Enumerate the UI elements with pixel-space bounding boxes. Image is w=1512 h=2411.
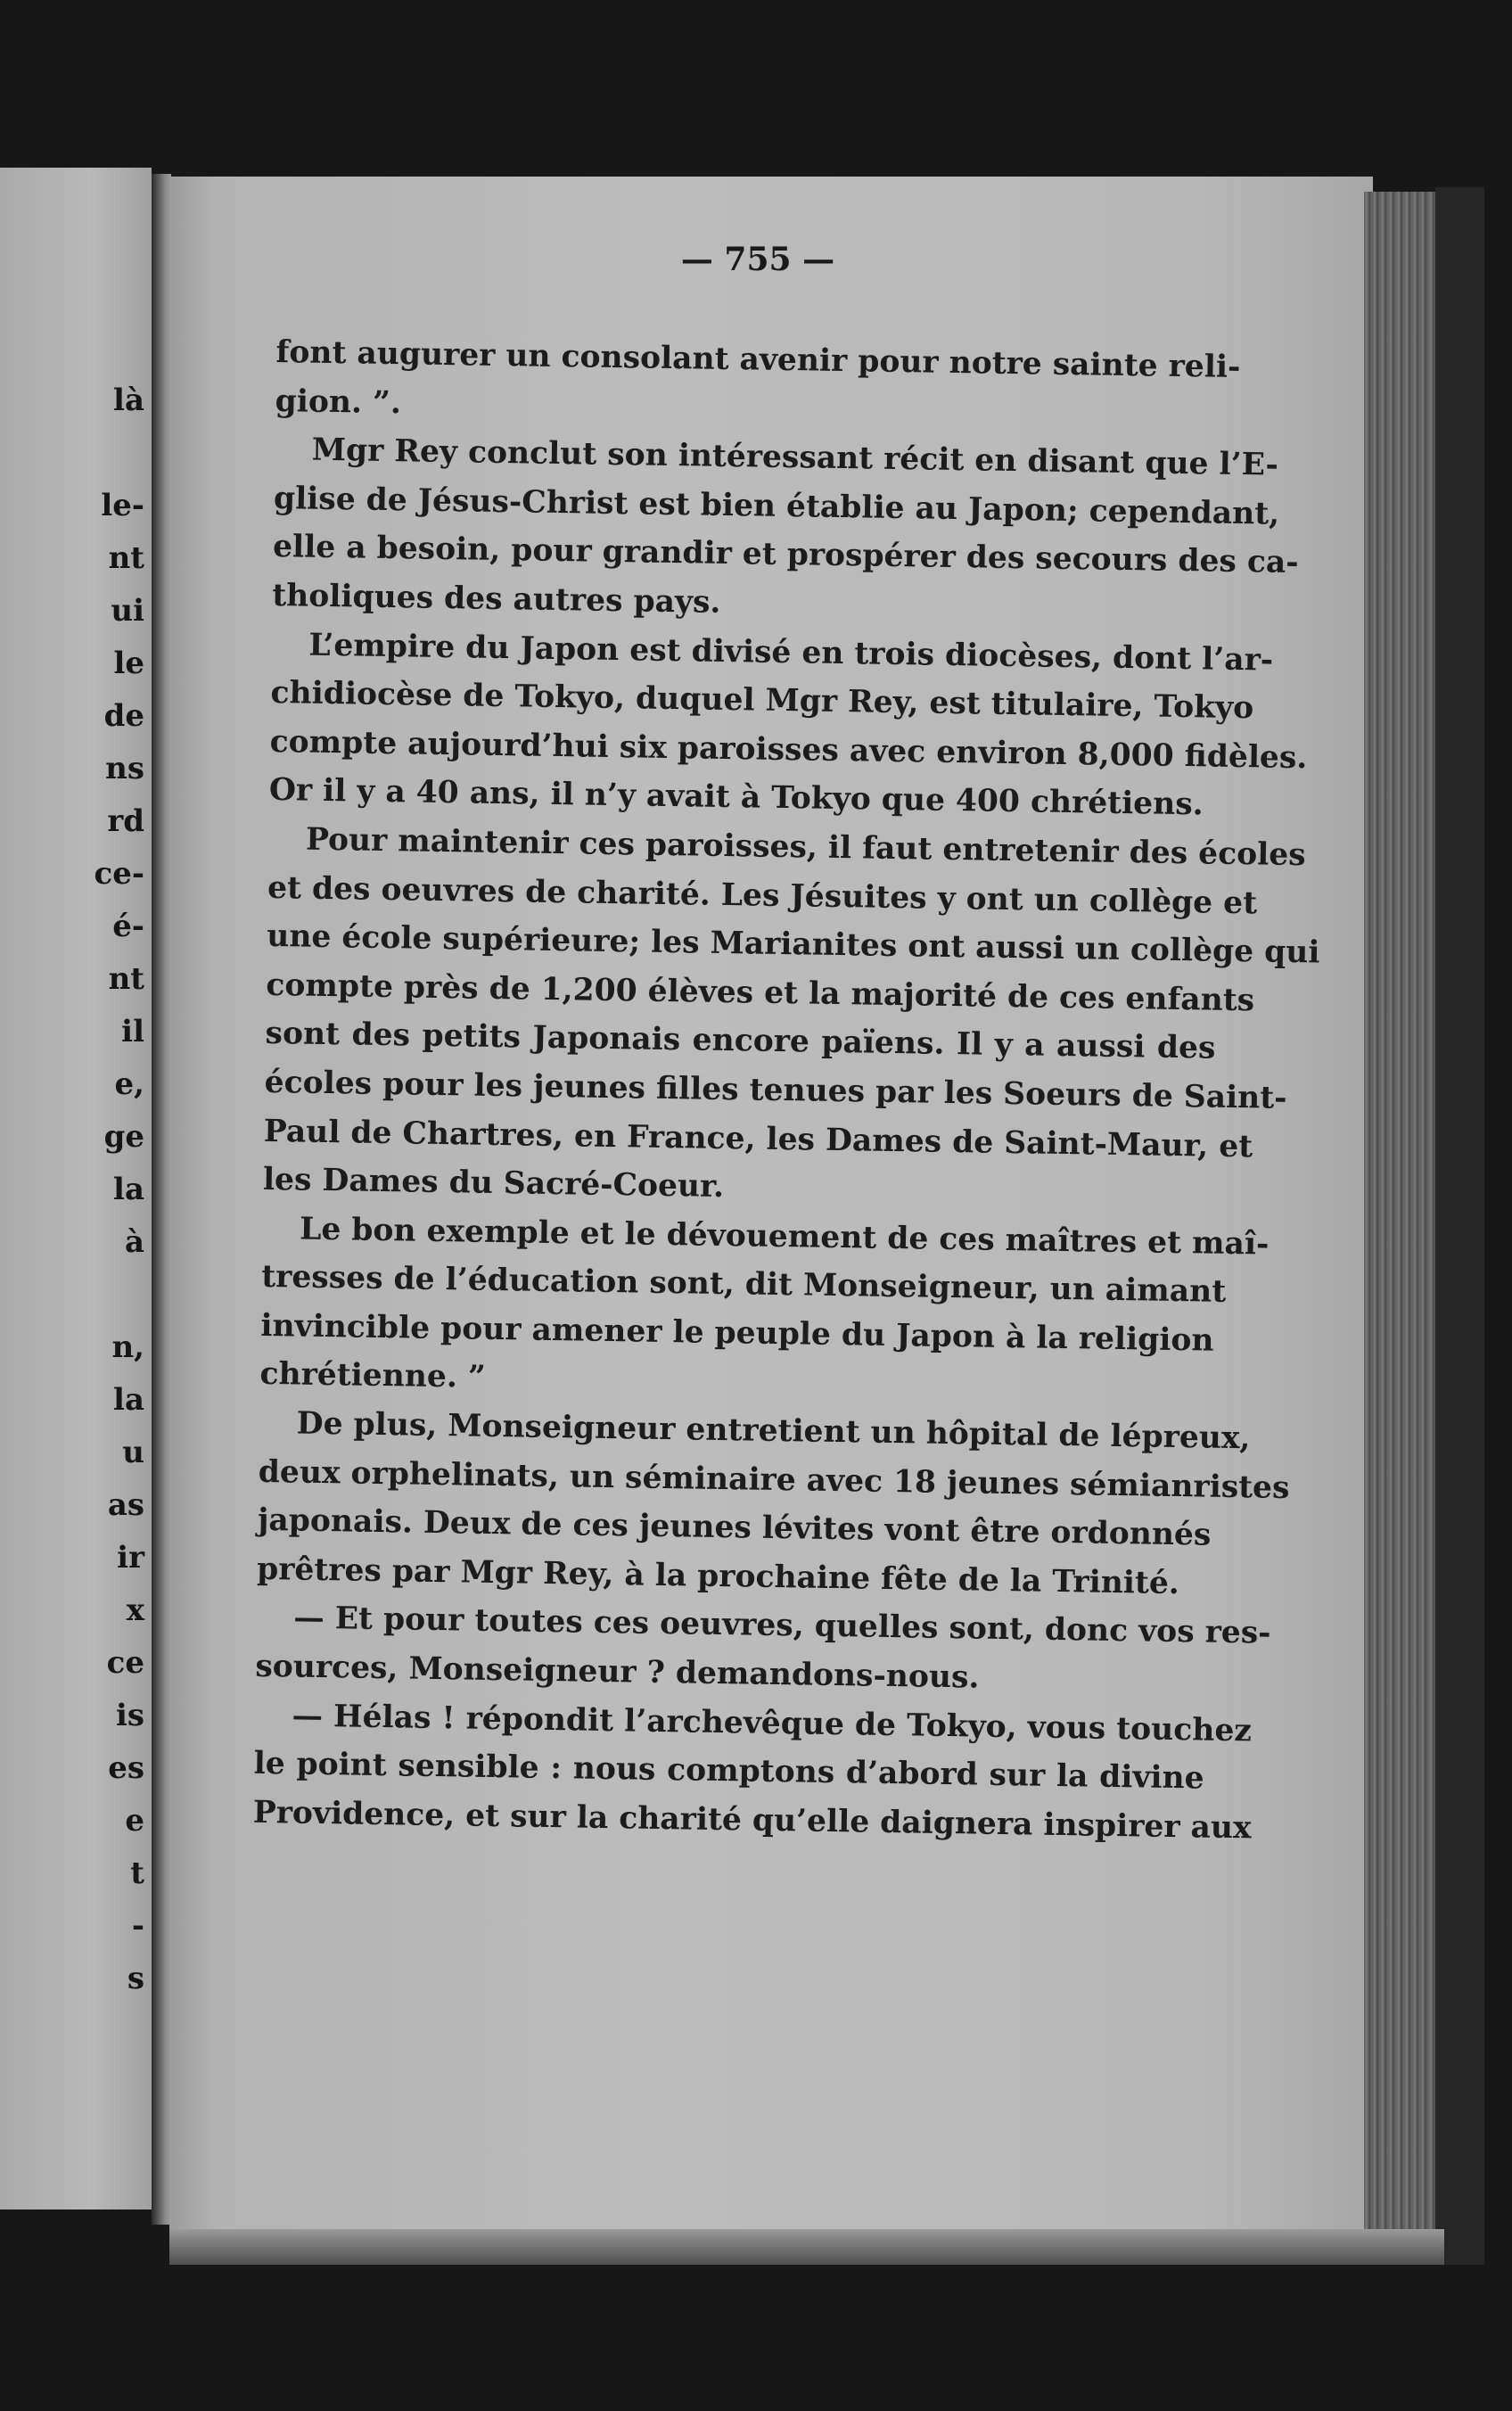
left-fragment: ns xyxy=(105,751,144,786)
text-line: — Hélas ! répondit l’archevêque de Tokyo, vous touchez xyxy=(292,1698,1253,1749)
left-fragment: x xyxy=(126,1592,144,1628)
text-line: Le bon exemple et le dévouement de ces maîtres et maî- xyxy=(299,1211,1270,1263)
text-line: écoles pour les jeunes filles tenues par les Soeurs de Saint- xyxy=(264,1064,1287,1116)
left-fragment: il xyxy=(121,1014,144,1049)
text-line: elle a besoin, pour grandir et prospérer des secours des ca- xyxy=(272,529,1299,581)
left-fragment: à xyxy=(124,1224,144,1260)
paragraph xyxy=(271,425,1299,635)
text-line: chrétienne. ” xyxy=(259,1356,487,1396)
left-fragment: la xyxy=(113,1382,144,1418)
text-line: deux orphelinats, un séminaire avec 18 jeunes sémianristes xyxy=(258,1453,1290,1506)
paragraph xyxy=(259,1205,1270,1414)
text-line: Pour maintenir ces paroisses, il faut entretenir des écoles xyxy=(305,821,1306,874)
left-fragment xyxy=(73,1269,144,1321)
paragraph xyxy=(262,815,1320,1219)
left-fragment: ui xyxy=(111,593,144,629)
left-fragment: n, xyxy=(111,1329,144,1365)
left-fragment: t xyxy=(130,1856,144,1891)
text-line: sources, Monseigneur ? demandons-nous. xyxy=(255,1648,980,1696)
book-gutter xyxy=(152,174,171,2225)
text-line: gion. ”. xyxy=(275,383,402,421)
left-fragment: ir xyxy=(117,1540,144,1576)
page-edges xyxy=(1364,192,1444,2242)
left-page-text-fragments xyxy=(73,374,144,2005)
paragraph xyxy=(275,328,1241,440)
text-line: L’empire du Japon est divisé en trois diocèses, dont l’ar- xyxy=(308,627,1274,679)
text-line: le point sensible : nous comptons d’abord sur la divine xyxy=(253,1746,1204,1797)
book-binding xyxy=(1435,187,1484,2265)
left-fragment: le xyxy=(113,646,144,681)
text-line: compte aujourd’hui six paroisses avec environ 8,000 fidèles. xyxy=(269,723,1308,776)
left-fragment: e xyxy=(125,1803,144,1839)
text-line: et des oeuvres de charité. Les Jésuites y ont un collège et xyxy=(267,869,1258,921)
left-fragment: - xyxy=(131,1908,144,1944)
left-fragment: u xyxy=(122,1435,144,1470)
text-line: De plus, Monseigneur entretient un hôpital de lépreux, xyxy=(296,1405,1251,1457)
text-line: prêtres par Mgr Rey, à la prochaine fête de la Trinité. xyxy=(256,1551,1180,1601)
text-line: glise de Jésus-Christ est bien établie au Japon; cependant, xyxy=(273,480,1280,532)
left-fragment: is xyxy=(115,1698,144,1733)
text-line: compte près de 1,200 élèves et la majorité de ces enfants xyxy=(266,967,1255,1019)
left-fragment: rd xyxy=(107,803,144,839)
left-fragment: é- xyxy=(112,909,144,944)
text-line: Or il y a 40 ans, il n’y avait à Tokyo que 400 chrétiens. xyxy=(268,772,1204,823)
left-fragment: ce- xyxy=(94,856,144,892)
left-fragment: es xyxy=(108,1750,144,1786)
page-number: — 755 — xyxy=(680,241,835,278)
left-fragment: e, xyxy=(114,1066,144,1102)
text-line: tholiques des autres pays. xyxy=(271,577,721,621)
text-line: chidiocèse de Tokyo, duquel Mgr Rey, est titulaire, Tokyo xyxy=(270,675,1254,727)
left-fragment: la xyxy=(113,1172,144,1207)
text-line: Mgr Rey conclut son intéressant récit en disant que l’E- xyxy=(311,432,1279,483)
text-line: — Et pour toutes ces oeuvres, quelles sont, donc vos res- xyxy=(292,1600,1271,1652)
text-line: une école supérieure; les Marianites ont aussi un collège qui xyxy=(266,918,1320,971)
left-fragment: as xyxy=(107,1487,144,1523)
paragraph xyxy=(256,1399,1290,1609)
left-page xyxy=(0,168,152,2209)
left-fragment: ge xyxy=(103,1119,144,1155)
paragraph xyxy=(255,1593,1271,1706)
left-fragment: s xyxy=(127,1961,144,1996)
left-fragment: nt xyxy=(108,961,144,997)
text-line: tresses de l’éducation sont, dit Monseigneur, un aimant xyxy=(260,1259,1227,1311)
page-body-text xyxy=(252,328,1320,1852)
left-fragment: là xyxy=(113,383,144,418)
paragraph xyxy=(252,1691,1253,1852)
text-line: sont des petits Japonais encore païens. Il y a aussi des xyxy=(265,1016,1216,1066)
text-line: font augurer un consolant avenir pour notre sainte reli- xyxy=(275,333,1241,385)
text-line: Providence, et sur la charité qu’elle daignera inspirer aux xyxy=(252,1794,1252,1847)
left-fragment: nt xyxy=(108,540,144,576)
left-fragment xyxy=(73,427,144,480)
paragraph xyxy=(268,621,1308,830)
text-line: les Dames du Sacré-Coeur. xyxy=(262,1161,725,1206)
text-line: invincible pour amener le peuple du Japon à la religion xyxy=(260,1307,1214,1359)
left-fragment: de xyxy=(103,698,144,734)
page-bottom-edge xyxy=(169,2229,1444,2265)
left-fragment: le- xyxy=(101,488,144,523)
text-line: japonais. Deux de ces jeunes lévites vont être ordonnés xyxy=(257,1502,1212,1553)
left-fragment: ce xyxy=(106,1645,144,1681)
text-line: Paul de Chartres, en France, les Dames de Saint-Maur, et xyxy=(263,1113,1253,1164)
